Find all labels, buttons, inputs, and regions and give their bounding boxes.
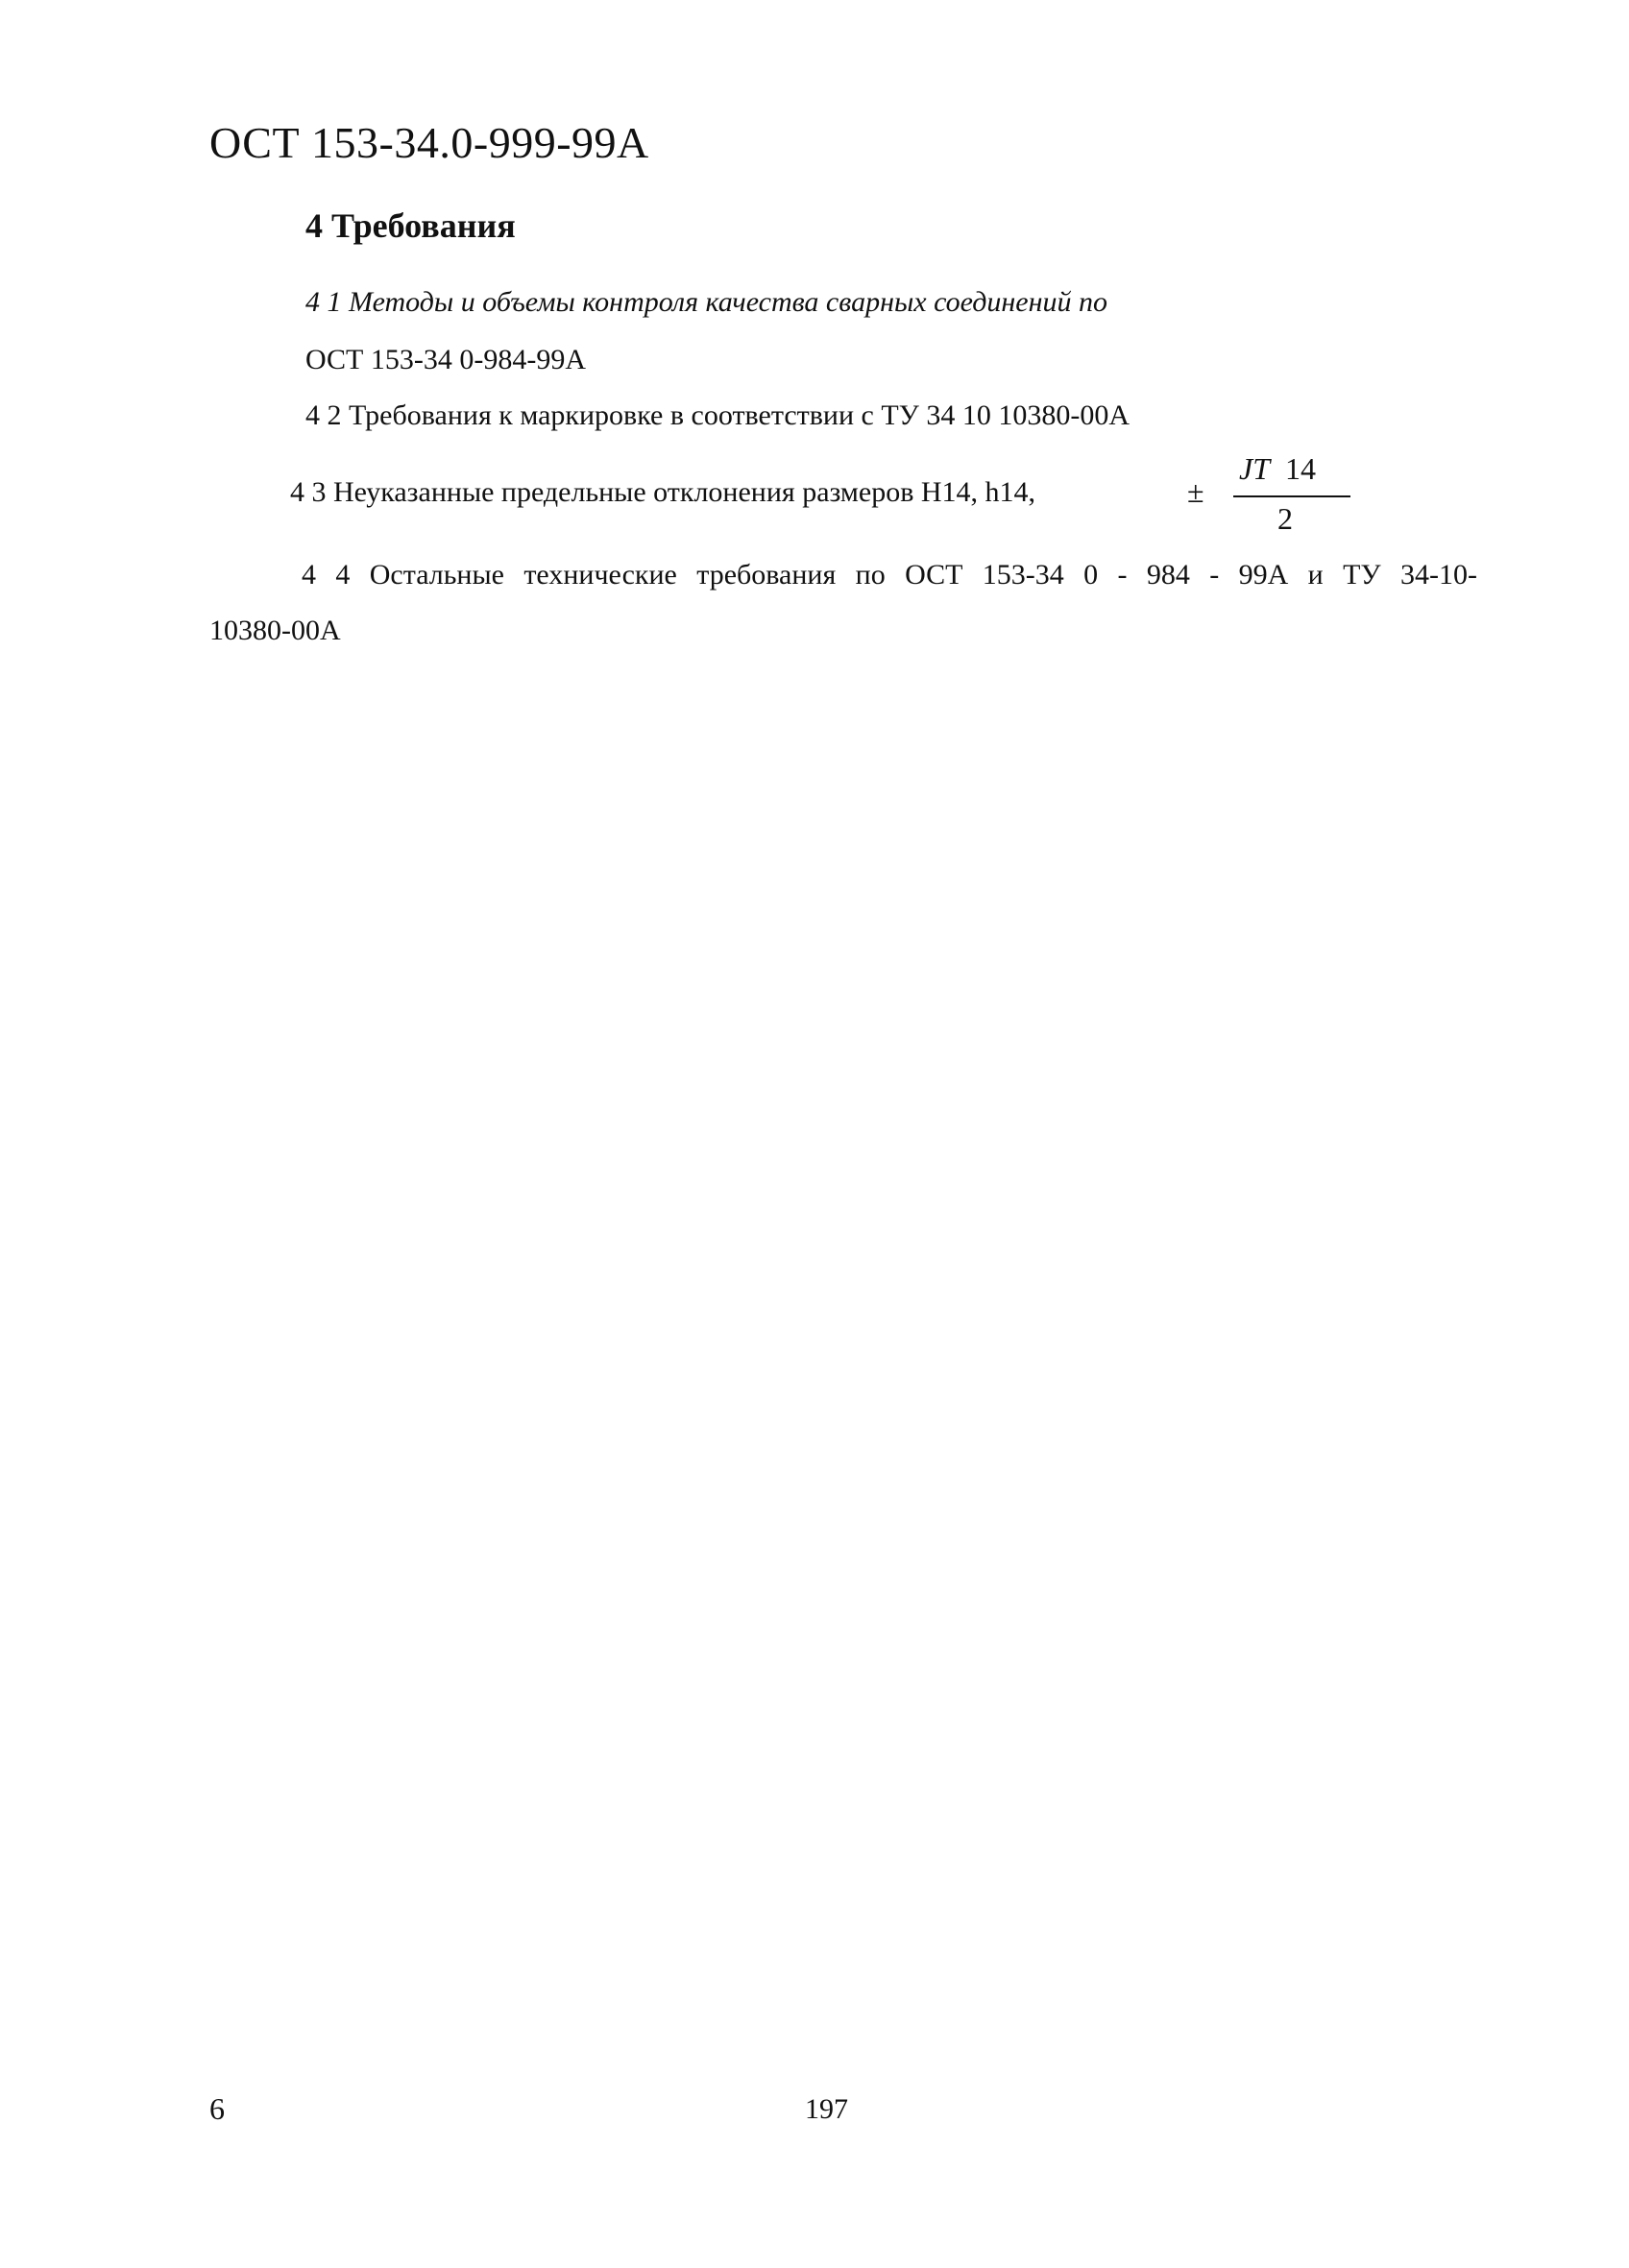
item-4-1-line1: 4 1 Методы и объемы контроля качества сварных соединений по — [305, 286, 1107, 318]
fraction-denominator: 2 — [1277, 501, 1293, 536]
sheet-number: 6 — [209, 2091, 225, 2126]
item-4-3: 4 3 Неуказанные предельные отклонения размеров H14, h14, — [290, 476, 1036, 508]
item-4-4-line2: 10380-00А — [209, 615, 341, 646]
fraction-bar — [1233, 495, 1350, 497]
plus-minus-sign: ± — [1187, 474, 1204, 509]
fraction-numerator-var: JT — [1239, 451, 1270, 486]
item-4-1-line2: ОСТ 153-34 0-984-99А — [305, 344, 587, 375]
document-code: ОСТ 153-34.0-999-99А — [209, 118, 649, 167]
page-number: 197 — [805, 2093, 848, 2125]
item-4-2: 4 2 Требования к маркировке в соответствии с ТУ 34 10 10380-00А — [305, 399, 1131, 431]
item-4-4-line1: 4 4 Остальные технические требования по ОСТ 153-34 0 - 984 - 99А и ТУ 34-10- — [302, 559, 1477, 591]
fraction-numerator-num: 14 — [1285, 451, 1316, 486]
fraction-numerator — [1239, 451, 1316, 487]
section-heading: 4 Требования — [305, 206, 516, 245]
